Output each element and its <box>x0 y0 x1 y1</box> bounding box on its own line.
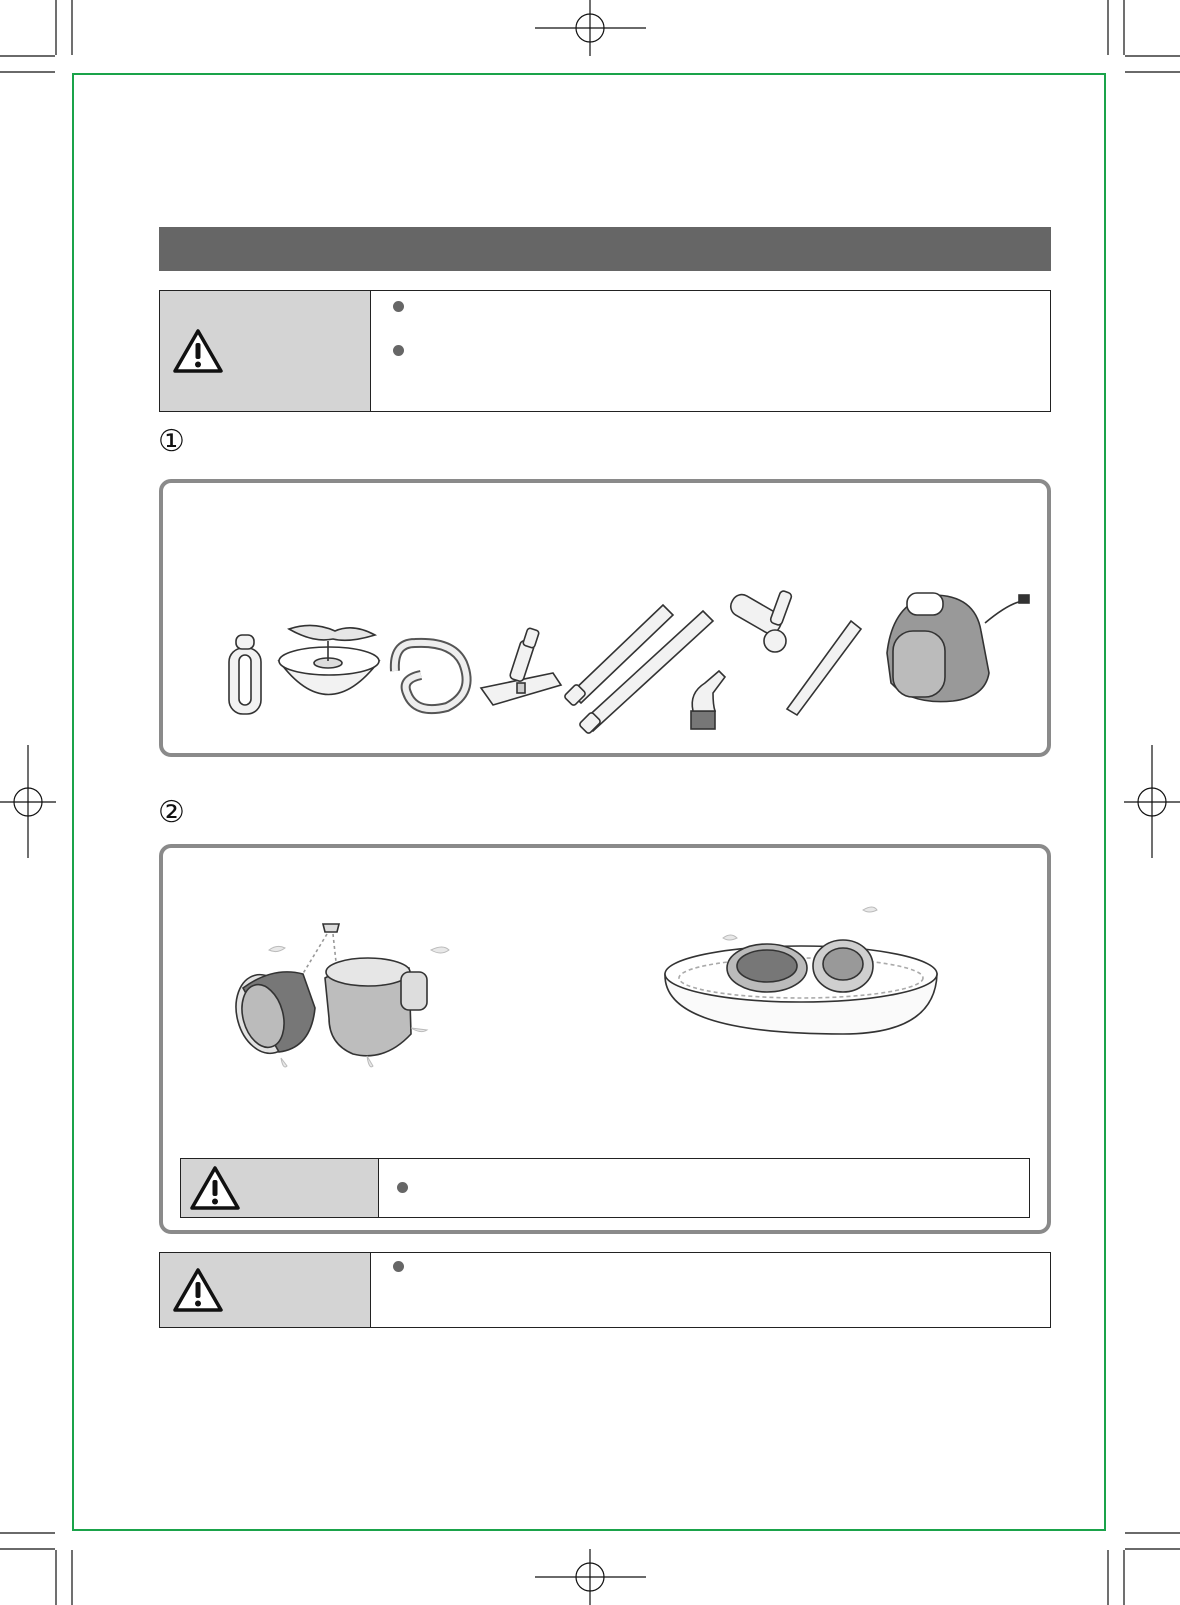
caution-box-top <box>159 290 1051 412</box>
crevice-tool-icon <box>787 621 861 715</box>
vacuum-body-icon <box>887 593 1029 702</box>
bullet-dot-icon <box>393 301 404 312</box>
bullet-dot-icon <box>393 1261 404 1272</box>
detergent-bottle-icon <box>229 635 261 714</box>
warning-triangle-icon <box>172 1267 224 1313</box>
step-1-panel <box>159 479 1051 757</box>
cup-in-basin-icon <box>813 940 873 992</box>
caution-text-cell <box>379 1159 1029 1217</box>
caution-label-cell <box>160 1253 371 1327</box>
hose-icon <box>395 643 467 709</box>
step-2-marker: ② <box>158 795 185 830</box>
step-2-panel <box>159 844 1051 1234</box>
dust-cup-icon <box>325 958 427 1056</box>
step-1-marker: ① <box>158 424 185 459</box>
caution-box-bottom <box>159 1252 1051 1328</box>
bowl-with-cloth-icon <box>279 625 379 694</box>
filter-in-basin-icon <box>727 944 807 992</box>
bullet-dot-icon <box>397 1182 408 1193</box>
step-1-illustration <box>163 483 1047 753</box>
upholstery-tool-icon <box>727 590 792 652</box>
bullet-dot-icon <box>393 345 404 356</box>
caution-text-cell <box>371 291 1050 411</box>
caution-label-cell <box>181 1159 379 1217</box>
dusting-brush-icon <box>691 671 725 729</box>
caution-text-cell <box>371 1253 1050 1327</box>
section-header-bar <box>159 227 1051 271</box>
filter-icon <box>228 968 315 1060</box>
warning-triangle-icon <box>189 1165 241 1211</box>
step-2-illustration <box>163 848 1047 1078</box>
floor-nozzle-icon <box>481 628 561 705</box>
caution-box-inner <box>180 1158 1030 1218</box>
warning-triangle-icon <box>172 328 224 374</box>
caution-label-cell <box>160 291 371 411</box>
